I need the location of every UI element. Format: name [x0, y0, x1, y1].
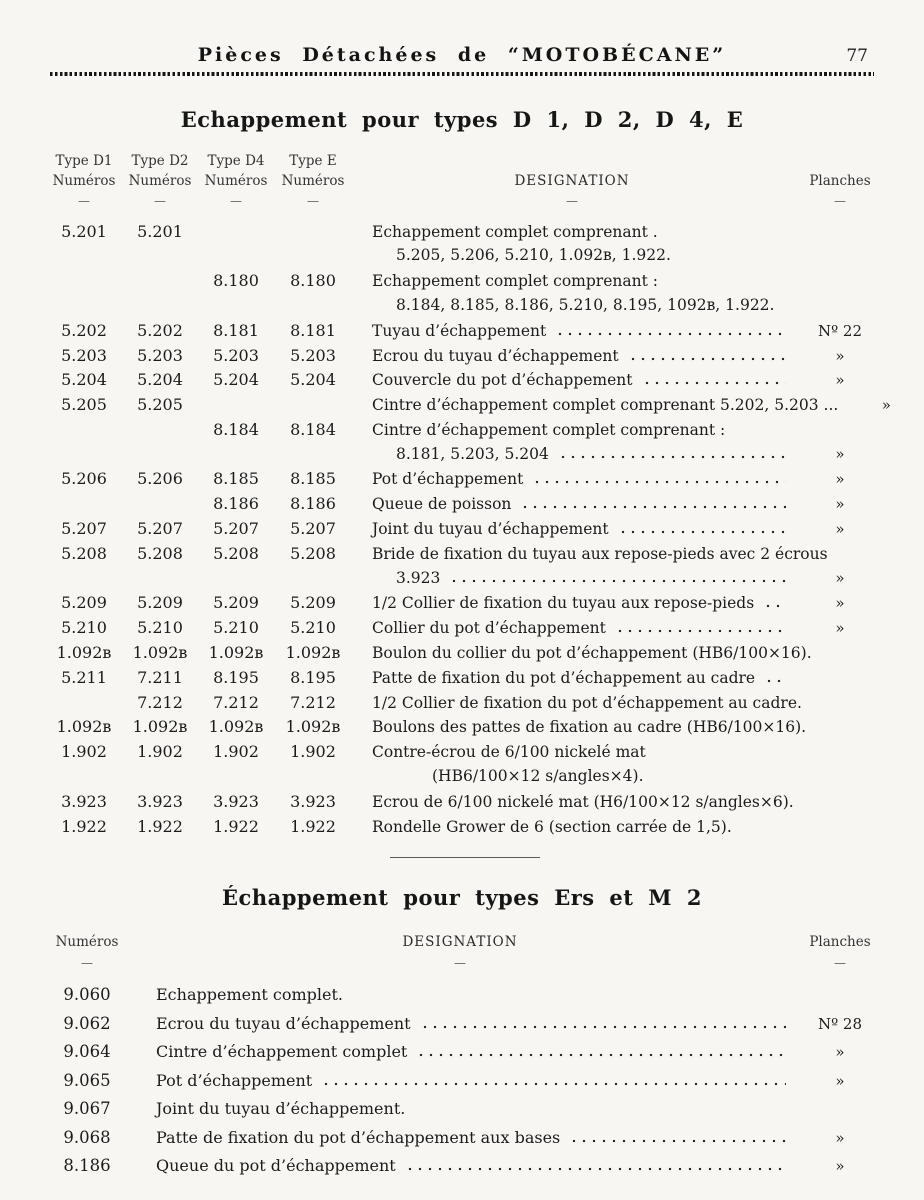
column-header-planches — [792, 933, 888, 972]
column-header-line: Numéros — [55, 934, 119, 951]
page-number: 77 — [846, 46, 868, 66]
table-row — [46, 321, 888, 346]
part-number-cell: 8.184 — [213, 419, 259, 439]
part-number-cell: 1.922 — [290, 816, 336, 836]
planche-cell: » — [835, 1157, 845, 1176]
dotted-leaders — [558, 455, 786, 459]
designation-cell — [352, 421, 792, 439]
part-number-cell: 5.210 — [137, 618, 183, 638]
part-number-cell: 5.203 — [290, 345, 336, 365]
column-header-line: Numéros — [52, 172, 116, 189]
designation-text: Patte de fixation du pot d’échappement aux bases — [156, 1127, 561, 1147]
part-number-cell: 5.209 — [213, 593, 259, 613]
table-row — [46, 370, 888, 395]
part-number-cell: 3.923 — [61, 791, 107, 811]
table-row — [46, 271, 888, 296]
planche-cell: Nº 22 — [817, 321, 863, 340]
column-header-line: Type E — [289, 153, 337, 169]
column-header-type-d2 — [122, 152, 198, 211]
designation-cell — [352, 718, 806, 736]
designation-cell — [352, 793, 794, 811]
section-divider — [390, 857, 540, 858]
column-header-line: Planches — [809, 934, 871, 951]
column-header-type-e — [274, 152, 352, 211]
exhaust-table-ers-m2 — [46, 933, 888, 1184]
header-dash — [454, 953, 466, 972]
column-header-type-d1 — [46, 152, 122, 211]
column-header-designation — [128, 933, 792, 972]
part-number-cell: 5.202 — [137, 320, 183, 340]
table-row — [46, 346, 888, 371]
designation-cell — [128, 1014, 792, 1033]
designation-text: 5.205, 5.206, 5.210, 1.092ʙ, 1.922. — [396, 246, 671, 265]
part-number-cell: 8.180 — [290, 271, 336, 291]
part-number-cell: 8.195 — [213, 667, 259, 687]
table-row — [46, 717, 888, 742]
part-number-cell: 5.211 — [61, 667, 107, 687]
part-number-cell: 8.185 — [213, 469, 259, 489]
part-number-cell: 1.902 — [213, 742, 259, 762]
part-number-cell: 1.092ʙ — [208, 717, 264, 737]
part-number-cell: 5.207 — [213, 519, 259, 539]
table1-body — [46, 221, 891, 842]
header-dash — [566, 191, 578, 210]
part-number-cell: 5.203 — [61, 345, 107, 365]
designation-cell — [352, 767, 792, 785]
designation-cell — [352, 495, 792, 513]
dotted-leaders — [615, 629, 786, 633]
designation-text: Pot d’échappement — [372, 470, 524, 489]
designation-text: Echappement complet comprenant : — [372, 272, 658, 291]
designation-cell — [352, 445, 792, 463]
designation-text: Contre-écrou de 6/100 nickelé mat — [372, 743, 646, 762]
part-number-cell: 5.203 — [137, 345, 183, 365]
part-number-cell: 1.902 — [137, 742, 183, 762]
planche-cell: » — [835, 1128, 845, 1147]
dotted-leaders — [420, 1025, 786, 1029]
designation-cell — [352, 569, 792, 587]
part-number-cell: 5.208 — [137, 543, 183, 563]
masthead — [0, 0, 924, 66]
planche-cell: » — [835, 371, 845, 390]
table2-body — [46, 985, 888, 1185]
column-header-type-d4 — [198, 152, 274, 211]
dotted-leaders — [642, 381, 786, 385]
table-row — [46, 693, 888, 718]
part-number-cell: 1.922 — [137, 816, 183, 836]
part-number-cell: 5.210 — [61, 618, 107, 638]
designation-cell — [352, 272, 792, 290]
table-row — [46, 618, 888, 643]
designation-cell — [352, 322, 792, 340]
dotted-leaders — [532, 480, 786, 484]
planche-cell: » — [835, 1043, 845, 1062]
part-number-cell: 5.204 — [213, 370, 259, 390]
part-number-cell: 8.181 — [290, 320, 336, 340]
part-number-cell: 5.209 — [61, 593, 107, 613]
planche-cell: » — [835, 568, 845, 587]
header-dash — [78, 191, 90, 210]
part-number-cell: 1.092ʙ — [132, 643, 188, 663]
part-number-cell: 9.067 — [63, 1099, 111, 1119]
table2-header-row — [46, 933, 888, 972]
table-row — [46, 742, 888, 767]
designation-text: Cintre d’échappement complet comprenant 5.202, 5.203 ... — [372, 396, 839, 415]
table-row — [46, 1156, 888, 1185]
dotted-leaders — [569, 1139, 786, 1143]
part-number-cell: 1.092ʙ — [56, 643, 112, 663]
designation-text: Cintre d’échappement complet — [156, 1042, 408, 1062]
header-dash — [834, 191, 846, 210]
part-number-cell: 5.202 — [61, 320, 107, 340]
part-number-cell: 5.203 — [213, 345, 259, 365]
exhaust-table-d-types — [46, 152, 891, 841]
designation-text: Boulons des pattes de fixation au cadre (HB6/100×16). — [372, 718, 807, 737]
part-number-cell: 1.902 — [61, 742, 107, 762]
column-header-numeros — [46, 933, 128, 972]
designation-text: Queue du pot d’échappement — [156, 1156, 396, 1176]
designation-cell — [352, 296, 792, 314]
designation-cell — [352, 223, 792, 241]
designation-cell — [352, 669, 792, 687]
designation-text: Collier du pot d’échappement — [372, 619, 606, 638]
designation-cell — [352, 347, 792, 365]
column-header-line: Type D1 — [55, 153, 113, 169]
part-number-cell: 8.181 — [213, 320, 259, 340]
part-number-cell: 7.212 — [290, 692, 336, 712]
dotted-leaders — [520, 505, 786, 509]
column-header-line: Numéros — [204, 172, 268, 189]
designation-cell — [352, 545, 828, 563]
designation-text: Couvercle du pot d’échappement — [372, 371, 633, 390]
designation-text: Ecrou de 6/100 nickelé mat (H6/100×12 s/angles×6). — [372, 792, 794, 811]
planche-cell: » — [835, 619, 845, 638]
designation-text: Cintre d’échappement complet comprenant : — [372, 420, 726, 439]
part-number-cell: 5.205 — [137, 395, 183, 415]
part-number-cell: 8.185 — [290, 469, 336, 489]
part-number-cell: 8.186 — [63, 1156, 111, 1176]
table-row — [46, 643, 888, 668]
part-number-cell: 7.212 — [213, 692, 259, 712]
dotted-rule — [50, 71, 874, 76]
part-number-cell: 7.212 — [137, 692, 183, 712]
part-number-cell: 9.060 — [63, 985, 111, 1005]
designation-cell — [352, 470, 792, 488]
table-row — [46, 395, 891, 420]
designation-text: Queue de poisson — [372, 495, 512, 514]
header-dash — [81, 953, 93, 972]
table-row — [46, 445, 888, 470]
designation-text: 1/2 Collier de fixation du tuyau aux repose-pieds — [372, 594, 755, 613]
part-number-cell: 5.208 — [213, 543, 259, 563]
part-number-cell: 8.180 — [213, 271, 259, 291]
dotted-leaders — [405, 1167, 786, 1171]
part-number-cell: 5.210 — [290, 618, 336, 638]
designation-cell — [352, 818, 792, 836]
dotted-leaders — [628, 357, 786, 361]
part-number-cell: 1.922 — [213, 816, 259, 836]
part-number-cell: 5.210 — [213, 618, 259, 638]
designation-cell — [352, 619, 792, 637]
table-row — [46, 1071, 888, 1100]
designation-cell — [352, 520, 792, 538]
part-number-cell: 1.092ʙ — [285, 643, 341, 663]
table1-header-row — [46, 152, 888, 211]
table-row — [46, 519, 888, 544]
table-row — [46, 494, 888, 519]
section1-title: Echappement pour types D 1, D 2, D 4, E — [180, 107, 744, 132]
table-row — [46, 593, 888, 618]
designation-text: 1/2 Collier de fixation du pot d’échappement au cadre. — [372, 693, 802, 712]
dotted-leaders — [555, 332, 786, 336]
table-row — [46, 420, 888, 445]
column-header-planches — [792, 172, 888, 211]
table-row — [46, 1128, 888, 1157]
designation-cell — [352, 396, 838, 414]
table-row — [46, 469, 888, 494]
part-number-cell: 8.195 — [290, 667, 336, 687]
table-row — [46, 544, 888, 569]
planche-cell: » — [835, 444, 845, 463]
part-number-cell: 5.201 — [61, 221, 107, 241]
part-number-cell: 1.092ʙ — [56, 717, 112, 737]
planche-cell: » — [835, 594, 845, 613]
designation-text: 3.923 — [396, 568, 441, 587]
dotted-leaders — [618, 530, 786, 534]
part-number-cell: 8.186 — [290, 494, 336, 514]
part-number-cell: 1.922 — [61, 816, 107, 836]
planche-cell: » — [835, 495, 845, 514]
designation-cell — [128, 1128, 792, 1147]
designation-text: Patte de fixation du pot d’échappement au cadre — [372, 668, 756, 687]
column-header-line: Numéros — [281, 172, 345, 189]
designation-text: Ecrou du tuyau d’échappement — [372, 346, 619, 365]
part-number-cell: 5.207 — [61, 519, 107, 539]
table-row — [46, 1014, 888, 1043]
part-number-cell: 1.902 — [290, 742, 336, 762]
planche-cell: Nº 28 — [817, 1014, 863, 1033]
planche-cell: » — [881, 396, 891, 415]
designation-text: Boulon du collier du pot d’échappement (HB6/100×16). — [372, 644, 812, 663]
part-number-cell: 7.211 — [137, 667, 183, 687]
part-number-cell: 9.065 — [63, 1070, 111, 1090]
part-number-cell: 5.208 — [290, 543, 336, 563]
planche-cell: » — [835, 346, 845, 365]
table-row — [46, 1099, 888, 1128]
designation-cell — [128, 985, 792, 1004]
section2-title: Échappement pour types Ers et M 2 — [222, 885, 702, 911]
designation-cell — [128, 1042, 792, 1061]
part-number-cell: 3.923 — [290, 791, 336, 811]
designation-cell — [128, 1156, 792, 1175]
header-dash — [154, 191, 166, 210]
designation-cell — [352, 246, 792, 264]
planche-cell: » — [835, 520, 845, 539]
column-header-line: DESIGNATION — [402, 934, 518, 951]
designation-text: Bride de fixation du tuyau aux repose-pieds avec 2 écrous — [372, 544, 828, 563]
part-number-cell: 5.206 — [61, 469, 107, 489]
part-number-cell: 8.184 — [290, 419, 336, 439]
part-number-cell: 5.207 — [290, 519, 336, 539]
designation-text: Rondelle Grower de 6 (section carrée de 1,5). — [372, 817, 732, 836]
table-row — [46, 222, 888, 247]
part-number-cell: 5.206 — [137, 469, 183, 489]
designation-text: Tuyau d’échappement — [372, 321, 547, 340]
part-number-cell: 5.204 — [137, 370, 183, 390]
dotted-leaders — [764, 679, 786, 683]
planche-cell: » — [835, 470, 845, 489]
designation-cell — [352, 371, 792, 389]
part-number-cell: 1.092ʙ — [285, 717, 341, 737]
designation-text: Echappement complet. — [156, 985, 344, 1005]
table-row — [46, 296, 888, 321]
designation-cell — [352, 694, 802, 712]
part-number-cell: 5.205 — [61, 395, 107, 415]
designation-cell — [352, 644, 812, 662]
designation-text: Ecrou du tuyau d’échappement — [156, 1013, 411, 1033]
part-number-cell: 5.201 — [137, 221, 183, 241]
table-row — [46, 1042, 888, 1071]
column-header-line: Planches — [809, 172, 871, 189]
dotted-leaders — [321, 1082, 786, 1086]
table-row — [46, 569, 888, 594]
table-row — [46, 792, 888, 817]
dotted-leaders — [449, 579, 786, 583]
designation-text: Echappement complet comprenant . — [372, 222, 658, 241]
column-header-designation — [352, 172, 792, 211]
table-row — [46, 817, 888, 842]
column-header-line: Type D2 — [131, 153, 189, 169]
header-dash — [307, 191, 319, 210]
header-dash — [230, 191, 242, 210]
designation-text: Joint du tuyau d’échappement — [372, 520, 609, 539]
part-number-cell: 1.092ʙ — [208, 643, 264, 663]
part-number-cell: 9.064 — [63, 1042, 111, 1062]
part-number-cell: 5.208 — [61, 543, 107, 563]
table-row — [46, 246, 888, 271]
table-row — [46, 767, 888, 792]
dotted-leaders — [763, 604, 786, 608]
column-header-line: Numéros — [128, 172, 192, 189]
part-number-cell: 1.092ʙ — [132, 717, 188, 737]
designation-text: 8.184, 8.185, 8.186, 5.210, 8.195, 1092ʙ, 1.922. — [396, 295, 775, 314]
designation-cell — [128, 1099, 792, 1118]
designation-text: Joint du tuyau d’échappement. — [156, 1099, 406, 1119]
part-number-cell: 5.209 — [137, 593, 183, 613]
part-number-cell: 3.923 — [137, 791, 183, 811]
designation-text: Pot d’échappement — [156, 1070, 313, 1090]
column-header-line: DESIGNATION — [514, 172, 630, 189]
header-dash — [834, 953, 846, 972]
dotted-leaders — [416, 1053, 786, 1057]
part-number-cell: 5.204 — [290, 370, 336, 390]
designation-cell — [128, 1071, 792, 1090]
table-row — [46, 985, 888, 1014]
designation-text: 8.181, 5.203, 5.204 — [396, 444, 549, 463]
column-header-line: Type D4 — [207, 153, 265, 169]
part-number-cell: 9.068 — [63, 1127, 111, 1147]
designation-cell — [352, 594, 792, 612]
planche-cell: » — [835, 1071, 845, 1090]
part-number-cell: 5.209 — [290, 593, 336, 613]
part-number-cell: 5.207 — [137, 519, 183, 539]
table-row — [46, 668, 888, 693]
masthead-title: Pièces Détachées de “MOTOBÉCANE” — [197, 44, 727, 66]
designation-cell — [352, 743, 792, 761]
part-number-cell: 8.186 — [213, 494, 259, 514]
part-number-cell: 9.062 — [63, 1013, 111, 1033]
part-number-cell: 3.923 — [213, 791, 259, 811]
part-number-cell: 5.204 — [61, 370, 107, 390]
designation-text: (HB6/100×12 s/angles×4). — [432, 767, 644, 786]
